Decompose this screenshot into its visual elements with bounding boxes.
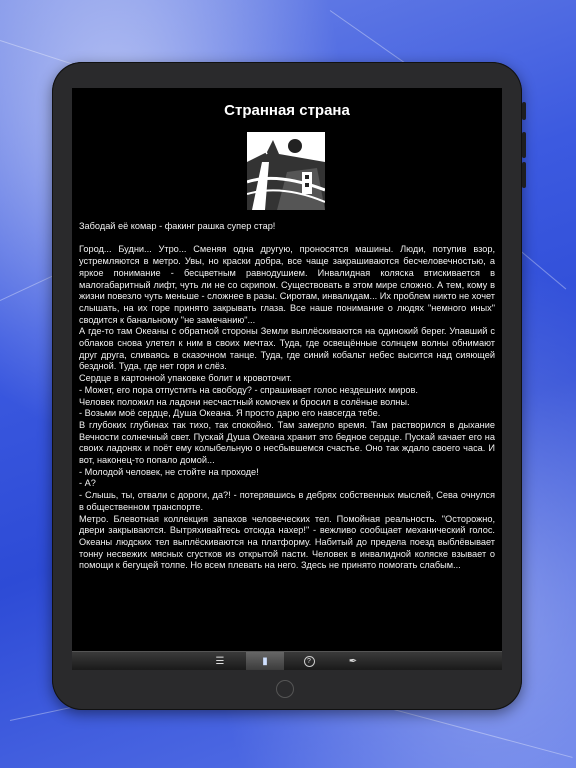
home-button[interactable] [276, 680, 294, 698]
tab-contents[interactable] [201, 652, 239, 670]
paragraph: Сердце в картонной упаковке болит и кровоточит. [79, 373, 292, 384]
paragraph: - Молодой человек, не стойте на проходе! [79, 466, 259, 477]
book-text [79, 221, 495, 572]
paragraph: - А? [79, 478, 96, 489]
paragraph-gap [79, 233, 495, 245]
volume-down-button [522, 162, 526, 188]
paragraph: Метро. Блевотная коллекция запахов человеческих тел. Помойная реальность. "Осторожно, двери закрываются. Вытряхивайтесь отсюда нахер!" - вежливо сообщает механический голос. Океаны людских тел выплёскиваются на платформу. Набитый до предела поезд выблёвывает тонну несвежих мясных сгустков из открытой пасти. Человек в инвалидной коляске взывает о помощи к бегущей толпе. Но всем плевать на него. Здесь не принято помогать слабым... [79, 513, 495, 571]
cover-illustration [247, 132, 325, 210]
question-icon: ? [304, 656, 315, 667]
book-title: Странная страна [224, 102, 350, 119]
paragraph: - Слышь, ты, отвали с дороги, да?! - потерявшись в дебрях собственных мыслей, Сева очнулся в общественном транспорте. [79, 490, 495, 512]
volume-up-button [522, 132, 526, 158]
reader-screen [72, 88, 502, 670]
paragraph: - Возьми моё сердце, Душа Океана. Я просто дарю его навсегда тебе. [79, 408, 381, 419]
paragraph: Человек положил на ладони несчастный комочек и бросил в солёные волны. [79, 396, 410, 407]
book-icon: ▮ [262, 655, 268, 667]
quill-icon: ✒ [348, 655, 358, 667]
power-button [522, 102, 526, 120]
paragraph: Город... Будни... Утро... Сменяя одна другую, проносятся машины. Люди, потупив взор, устремляются в метро. Увы, но краски добра, все чаще закрашиваются бесчеловечностью, а яркое понимание - бесцветным равнодушием. Инвалидная коляска втискивается в малогабаритный лифт, чуть ли не со скрипом. Существовать в этом мире сложно. А тем, кому в жизни повезло чуть меньше - сложнее в разы. Сиротам, инвалидам... Их проблем никто не хочет слышать, на их горе принято закрывать глаза. Все наше понимание о людях "немного иных" сводится к банальному "не замечанию"... [79, 244, 495, 325]
paragraph: А где-то там Океаны с обратной стороны Земли выплёскиваются на одинокий берег. Упавший с облаков снова улетел к ним в своих мечтах. Туда, где освещённые солнцем волны обнимают друг друга, сливаясь в сказочном танце. Туда, где синий кобальт небес высится над сияющей бездной. Туда, где нет горя и слёз. [79, 326, 495, 372]
bottom-tab-bar [72, 651, 502, 670]
list-icon: ☰ [215, 655, 225, 667]
tab-notes[interactable] [334, 652, 372, 670]
tab-help[interactable] [290, 652, 328, 670]
tab-reader[interactable] [246, 652, 284, 670]
epigraph: Забодай её комар - факинг рашка супер стар! [79, 221, 276, 231]
paragraph: В глубоких глубинах так тихо, так спокойно. Там замерло время. Там растворился в дыхание Вечности солнечный свет. Пускай Душа Океана хранит это бедное сердце. Пускай качает его на своих ладонях и поёт ему колыбельную о несбывшемся счастье. Оно так ждало своего часа. И вот, наконец-то попало домой... [79, 419, 495, 466]
tablet-device [52, 62, 522, 710]
paragraph: - Может, его пора отпустить на свободу? - спрашивает голос нездешних миров. [79, 384, 418, 395]
